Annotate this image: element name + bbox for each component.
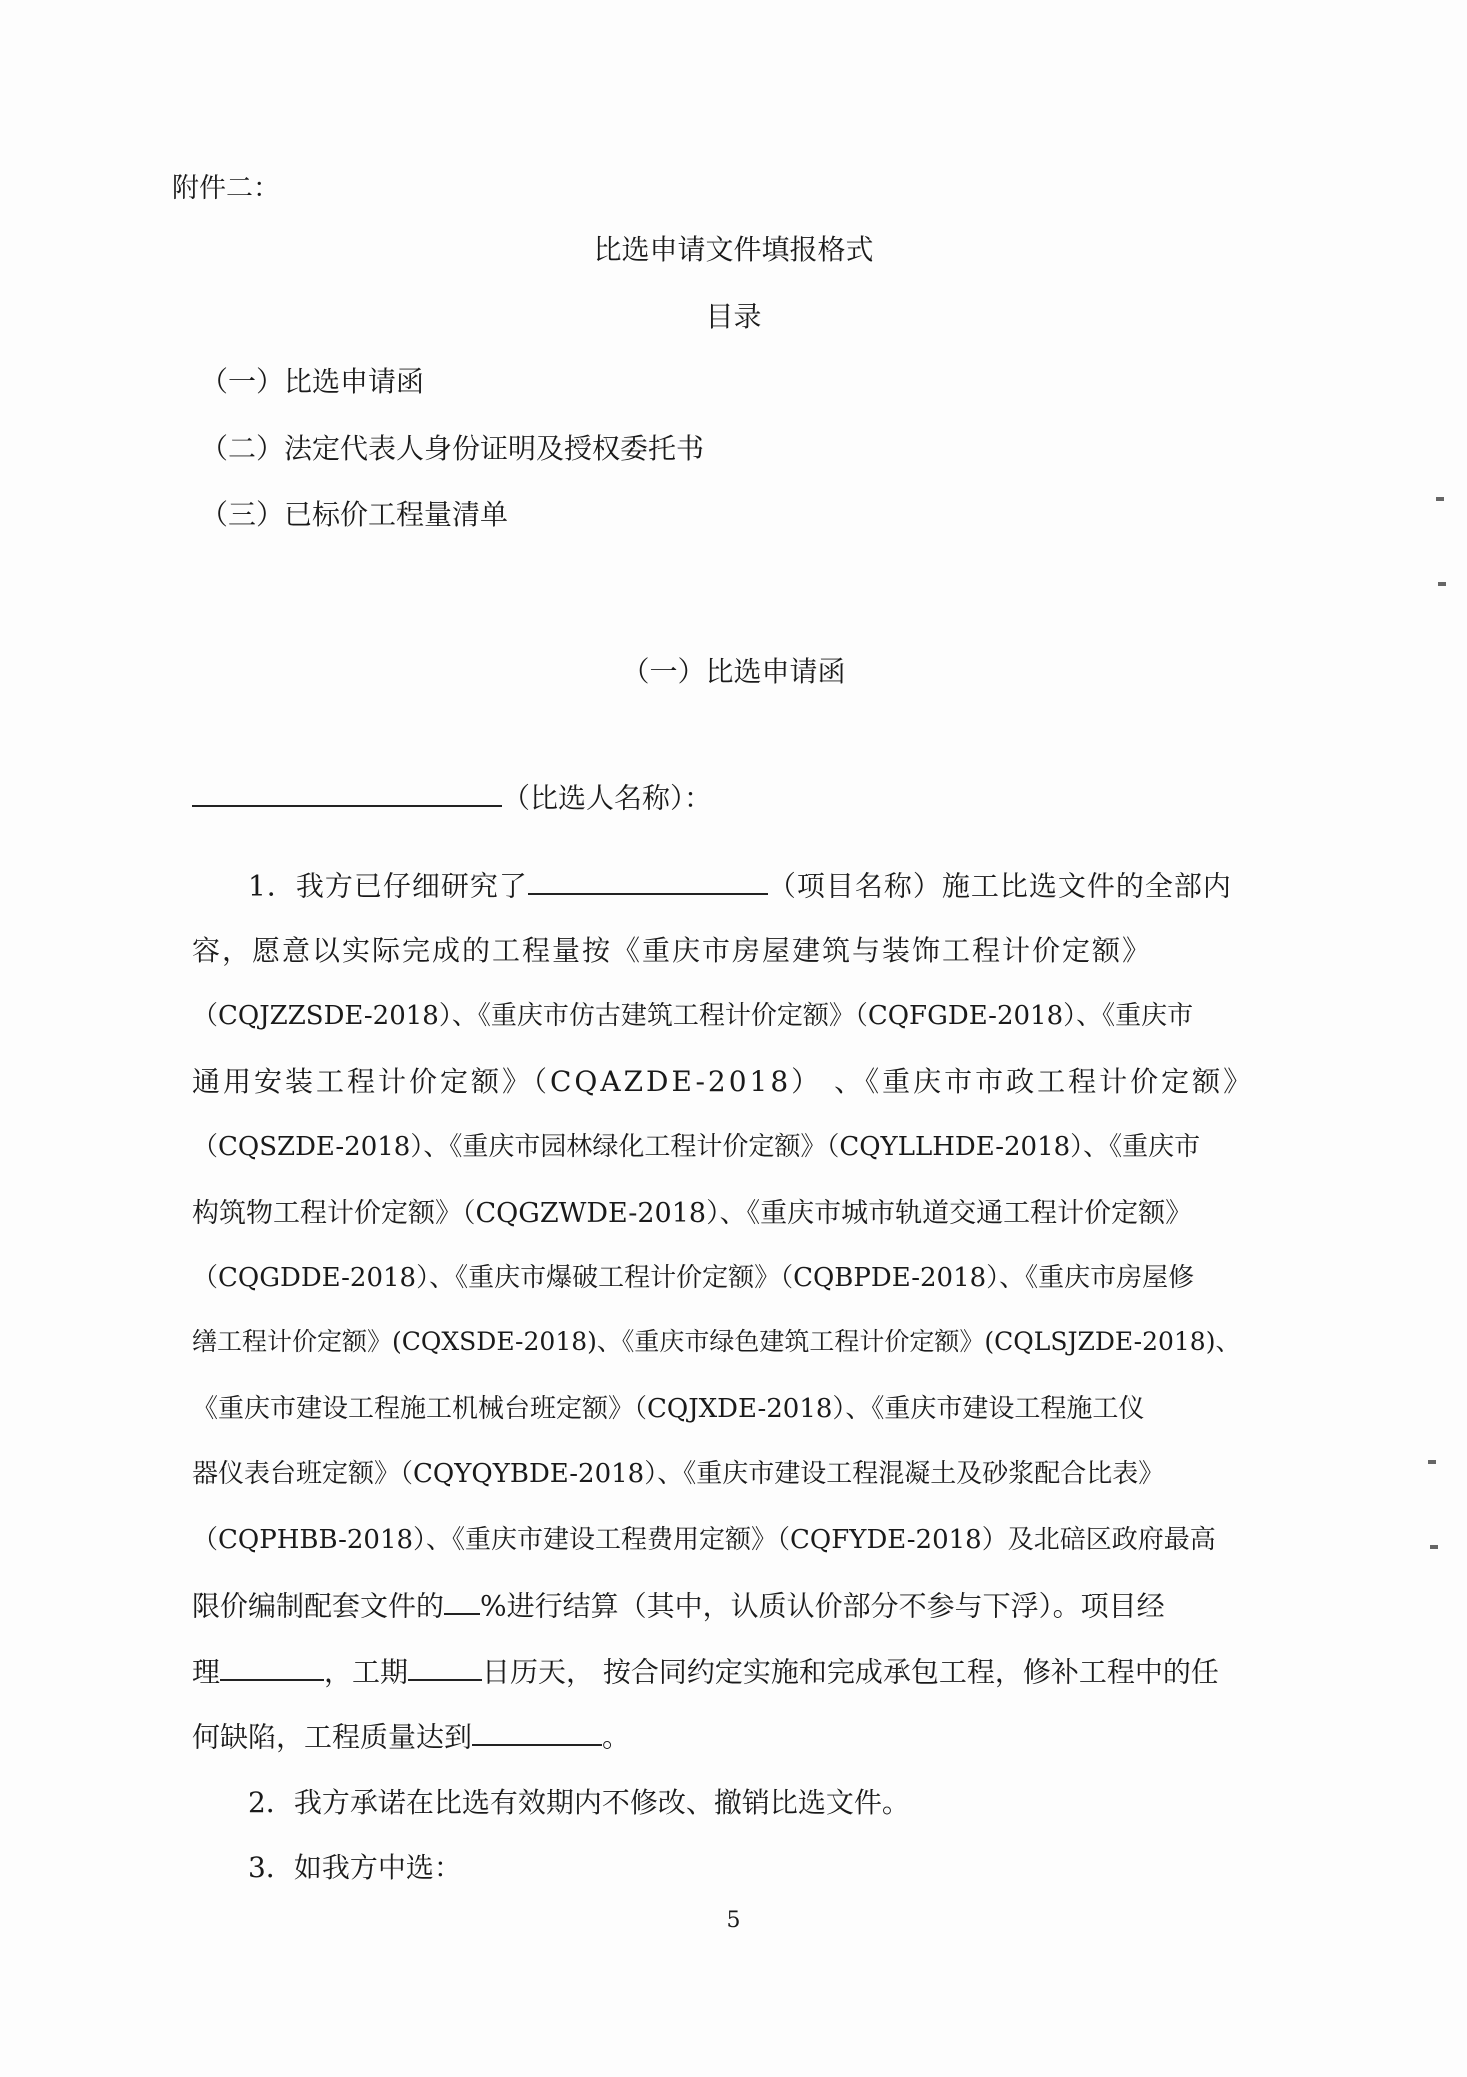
- para1-line-14: [192, 1715, 630, 1755]
- scan-mark: [1428, 1460, 1436, 1464]
- duration-blank[interactable]: [408, 1650, 482, 1681]
- para1-line-9: 《重庆市建设工程施工机械台班定额》（CQJXDE-2018）、《重庆市建设工程施工仪: [192, 1394, 1145, 1424]
- quality-blank[interactable]: [472, 1715, 602, 1746]
- para1-line-13: [192, 1650, 1219, 1690]
- project-manager-blank[interactable]: [220, 1650, 324, 1681]
- section-title: （一）比选申请函: [621, 655, 846, 688]
- para1-line13-post: 日历天， 按合同约定实施和完成承包工程，修补工程中的任: [482, 1655, 1219, 1689]
- para1-line13-mid: ，工期: [324, 1655, 409, 1689]
- addressee-suffix: （比选人名称）：: [502, 781, 713, 815]
- para1-line12-pre: 限价编制配套文件的: [192, 1589, 445, 1623]
- para1-line-1: [248, 864, 1232, 904]
- para2: 2．我方承诺在比选有效期内不修改、撤销比选文件。: [248, 1786, 910, 1819]
- page-title: 比选申请文件填报格式: [593, 233, 874, 266]
- para1-line14-pre: 何缺陷，工程质量达到: [192, 1720, 473, 1754]
- para1-line-12: [192, 1584, 1165, 1624]
- para1-line-5: （CQSZDE-2018）、《重庆市园林绿化工程计价定额》（CQYLLHDE-2018）、《重庆市: [192, 1132, 1201, 1162]
- percent-blank[interactable]: [444, 1584, 480, 1615]
- toc-item-3: （三）已标价工程量清单: [200, 498, 509, 531]
- attachment-label: 附件二：: [172, 173, 280, 204]
- para1-line-8: 缮工程计价定额》(CQXSDE-2018)、《重庆市绿色建筑工程计价定额》(CQLSJZDE-2018)、: [192, 1327, 1241, 1356]
- para1-line1-pre: 1．我方已仔细研究了: [248, 869, 528, 903]
- toc-heading: 目录: [705, 300, 762, 333]
- page-number: 5: [726, 1908, 741, 1933]
- para1-line-2: 容，愿意以实际完成的工程量按《重庆市房屋建筑与装饰工程计价定额》: [192, 934, 1153, 967]
- para1-line14-post: 。: [602, 1720, 631, 1754]
- para1-line-3: （CQJZZSDE-2018）、《重庆市仿古建筑工程计价定额》（CQFGDE-2018）、《重庆市: [192, 1001, 1194, 1031]
- bidder-name-blank[interactable]: [192, 776, 502, 807]
- project-name-blank[interactable]: [528, 864, 768, 895]
- para1-line12-post: %进行结算（其中，认质认价部分不参与下浮）。项目经: [480, 1589, 1165, 1623]
- para1-line1-post: （项目名称）施工比选文件的全部内: [767, 869, 1232, 903]
- para3: 3．如我方中选：: [248, 1851, 462, 1884]
- scan-mark: [1430, 1545, 1438, 1549]
- para1-line-4: 通用安装工程计价定额》（CQAZDE-2018） 、《重庆市市政工程计价定额》: [192, 1065, 1255, 1098]
- toc-item-2: （二）法定代表人身份证明及授权委托书: [200, 432, 705, 465]
- para1-line-6: 构筑物工程计价定额》（CQGZWDE-2018）、《重庆市城市轨道交通工程计价定额》: [192, 1198, 1193, 1229]
- para1-line-10: 器仪表台班定额》（CQYQYBDE-2018）、《重庆市建设工程混凝土及砂浆配合比表》: [192, 1459, 1165, 1489]
- scan-mark: [1438, 582, 1446, 586]
- para1-line13-pre: 理: [192, 1655, 221, 1689]
- toc-item-1: （一）比选申请函: [200, 365, 425, 398]
- para1-line-11: （CQPHBB-2018）、《重庆市建设工程费用定额》（CQFYDE-2018）及北碚区政府最高: [192, 1525, 1216, 1555]
- addressee-line: [192, 776, 712, 816]
- scan-mark: [1436, 497, 1444, 501]
- para1-line-7: （CQGDDE-2018）、《重庆市爆破工程计价定额》（CQBPDE-2018）、《重庆市房屋修: [192, 1263, 1195, 1293]
